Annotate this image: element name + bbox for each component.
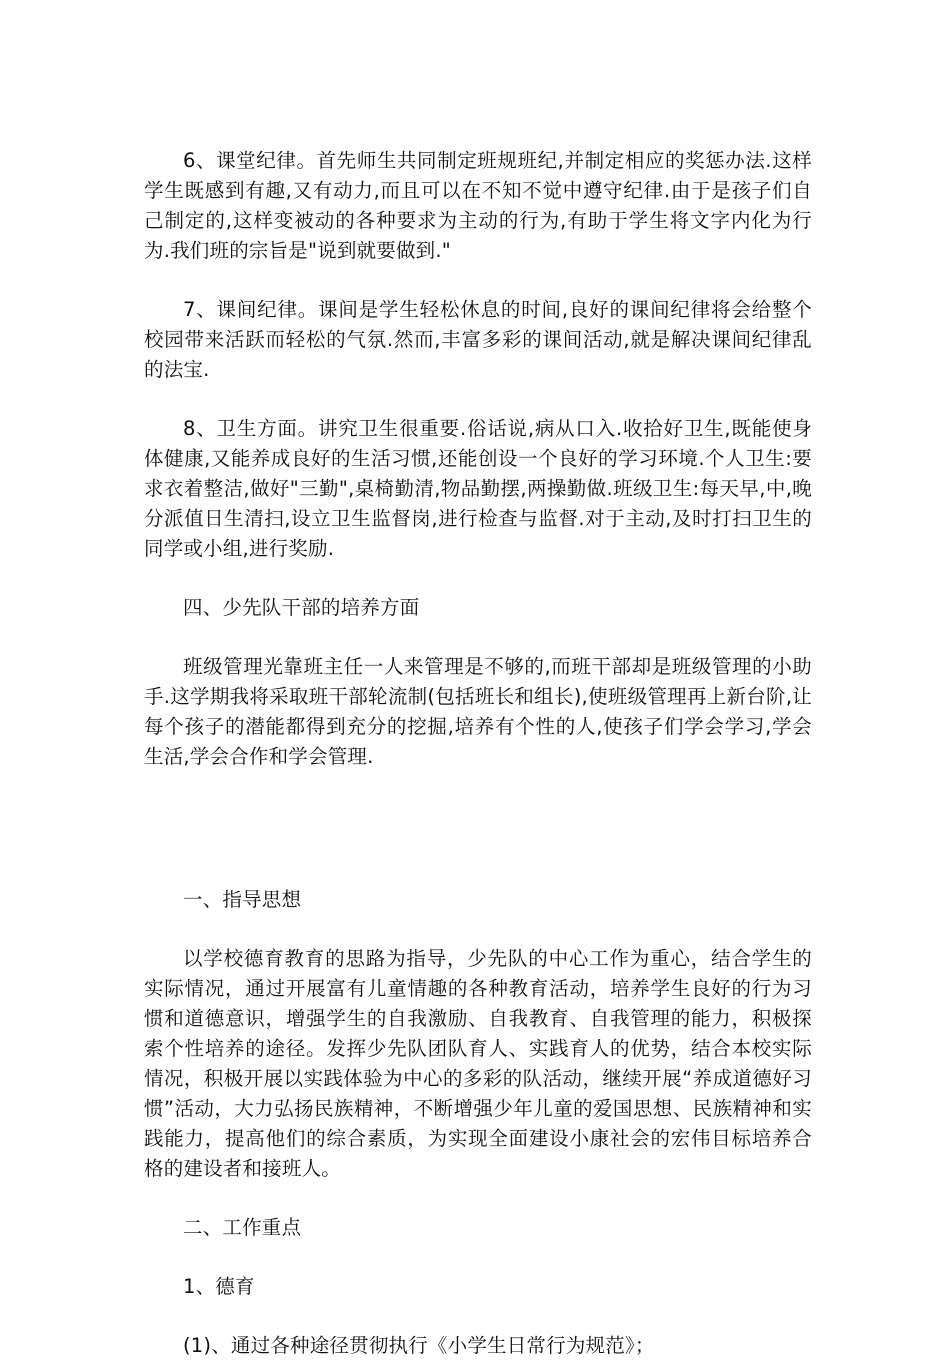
paragraph-guiding-ideology: 以学校德育教育的思路为指导，少先队的中心工作为重心，结合学生的实际情况，通过开展富有儿童情趣的各种教育活动，培养学生良好的行为习惯和道德意识，增强学生的自我激励、自我教育、自我管理的能力，积极探索个性培养的途径。发挥少先队团队育人、实践育人的优势，结合本校实际情况，积极开展以实践体验为中心的多彩的队活动，继续开展“养成道德好习惯”活动，大力弘扬民族精神，不断增强少年儿童的爱国思想、民族精神和实践能力，提高他们的综合素质，为实现全面建设小康社会的宏伟目标培养合格的建设者和接班人。 xyxy=(144,947,812,1180)
paragraph-classroom-discipline: 6、课堂纪律。首先师生共同制定班规班纪,并制定相应的奖惩办法.这样学生既感到有趣,又有动力,而且可以在不知不觉中遵守纪律.由于是孩子们自己制定的,这样变被动的各种要求为主动的行为,有助于学生将文字内化为行为.我们班的宗旨是"说到就要做到." xyxy=(144,149,812,262)
section-heading-work-focus: 二、工作重点 xyxy=(183,1216,302,1239)
paragraph-recess-discipline: 7、课间纪律。课间是学生轻松休息的时间,良好的课间纪律将会给整个校园带来活跃而轻松的气氛.然而,丰富多彩的课间活动,就是解决课间纪律乱的法宝. xyxy=(144,298,812,381)
paragraph-class-cadres: 班级管理光靠班主任一人来管理是不够的,而班干部却是班级管理的小助手.这学期我将采取班干部轮流制(包括班长和组长),使班级管理再上新台阶,让每个孩子的潜能都得到充分的挖掘,培养有个性的人,使孩子们学会学习,学会生活,学会合作和学会管理. xyxy=(144,655,812,768)
document-page xyxy=(144,146,812,1361)
list-item-code-of-conduct: (1)、通过各种途径贯彻执行《小学生日常行为规范》； xyxy=(183,1334,655,1357)
subheading-moral-education: 1、德育 xyxy=(183,1275,255,1298)
section-heading-cadre-training: 四、少先队干部的培养方面 xyxy=(183,596,420,619)
section-heading-guiding-ideology: 一、指导思想 xyxy=(183,888,302,911)
paragraph-hygiene: 8、卫生方面。讲究卫生很重要.俗话说,病从口入.收拾好卫生,既能使身体健康,又能养成良好的生活习惯,还能创设一个良好的学习环境.个人卫生:要求衣着整洁,做好"三勤",桌椅勤清,物品勤摆,两操勤做.班级卫生:每天早,中,晚分派值日生清扫,设立卫生监督岗,进行检查与监督.对于主动,及时打扫卫生的同学或小组,进行奖励. xyxy=(144,417,812,560)
